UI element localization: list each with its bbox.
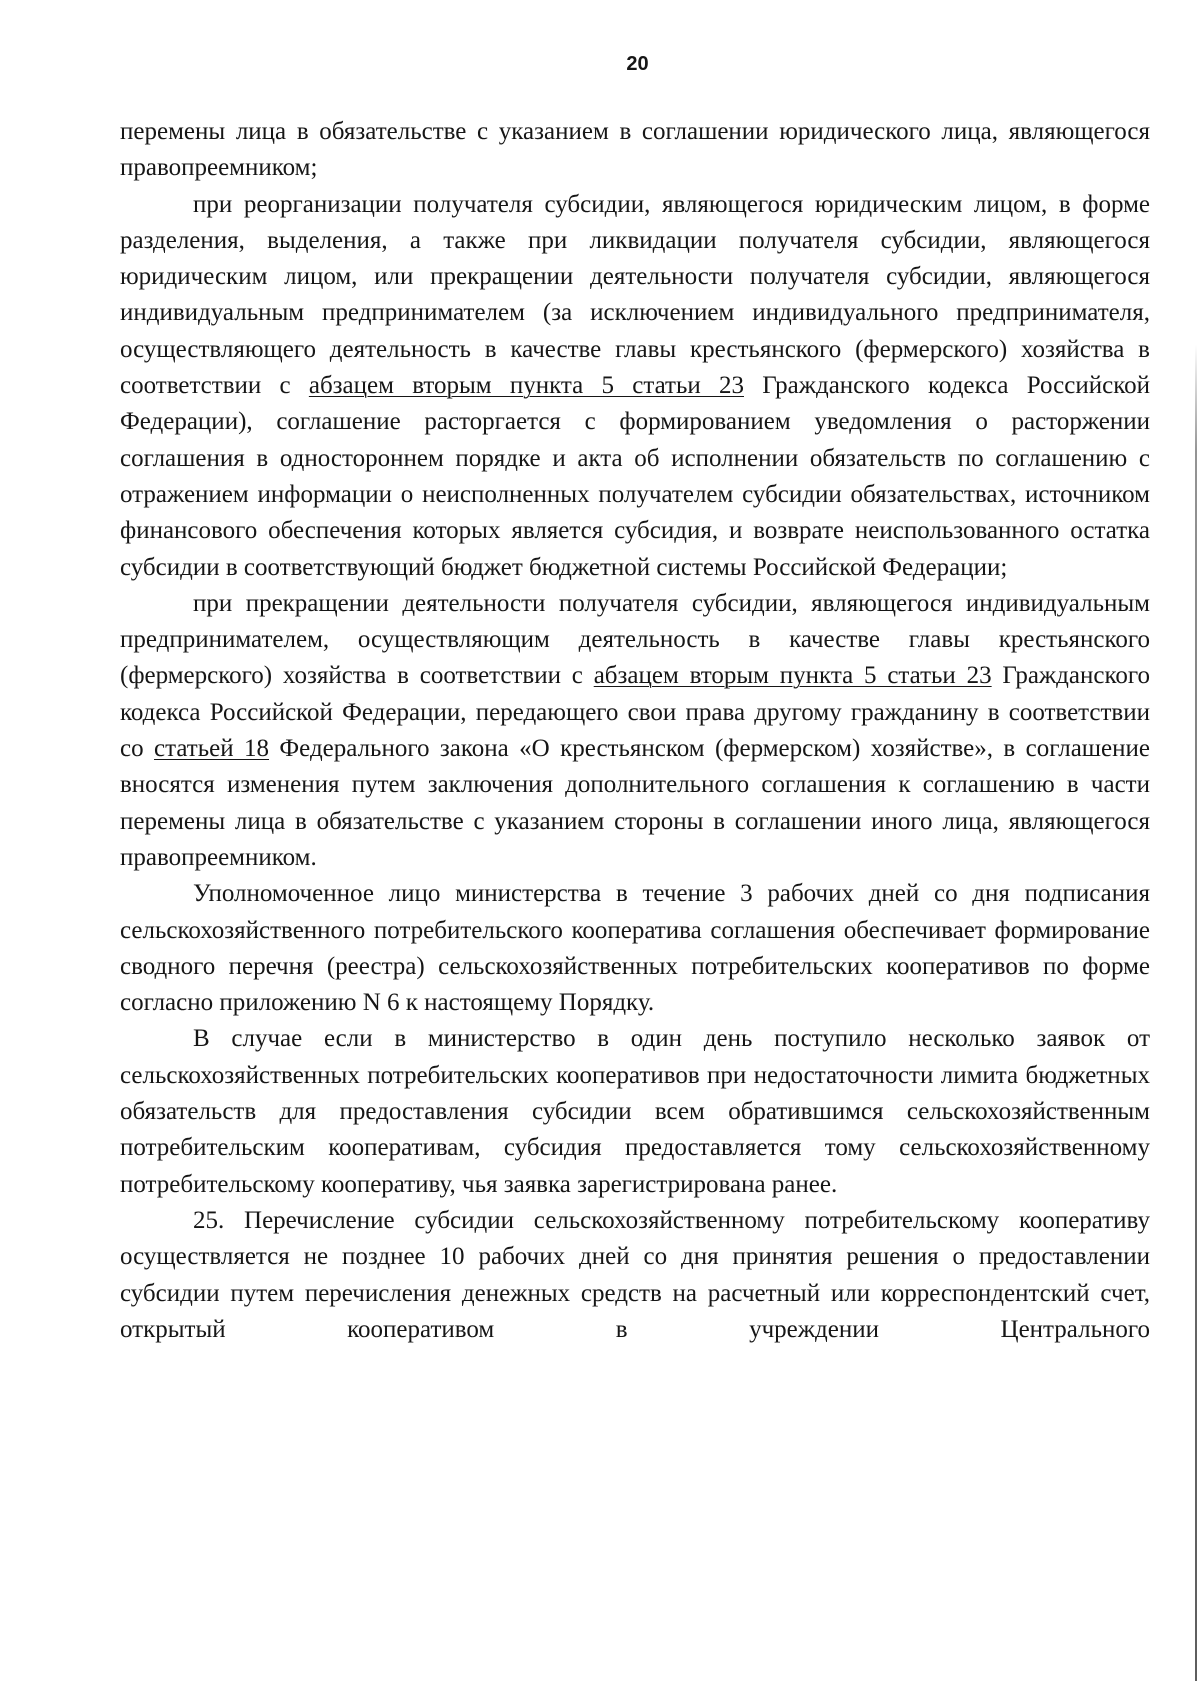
paragraph-text: Федерального закона «О крестьянском (фермерском) хозяйстве», в соглашение вносятся изменения путем заключения дополнительного соглашения к соглашению в части перемены лица в обязательстве с указанием стороны в соглашении иного лица, являющегося правопреемником. — [120, 735, 1150, 871]
document-body — [120, 114, 1150, 1348]
civil-code-reference-link[interactable]: абзацем вторым пункта 5 статьи 23 — [308, 372, 744, 400]
page-number: 20 — [626, 53, 649, 75]
paragraph-text: перемены лица в обязательстве с указанием в соглашении юридического лица, являющегося правопреемником; — [120, 118, 1150, 182]
paragraph-continuation — [120, 114, 1150, 187]
paragraph-text: Гражданского кодекса Российской Федерации, передающего свои права другому гражданину в соответствии со — [120, 662, 1150, 763]
federal-law-article-link[interactable]: статьей 18 — [154, 735, 270, 763]
paragraph-text: 25. Перечисление субсидии сельскохозяйственному потребительскому кооперативу осуществляется не позднее 10 рабочих дней со дня принятия решения о предоставлении субсидии путем перечисления денежных средств на расчетный или корреспондентский счет, открытый кооперативом в учреждении Центрального — [120, 1206, 1150, 1343]
scan-edge-line — [1195, 345, 1197, 1681]
paragraph-text: при прекращении деятельности получателя субсидии, являющегося индивидуальным предпринимателем, осуществляющим деятельность в качестве главы крестьянского (фермерского) хозяйства в соответствии с — [120, 589, 1150, 690]
paragraph-text: при реорганизации получателя субсидии, являющегося юридическим лицом, в форме разделения, выделения, а также при ликвидации получателя субсидии, являющегося юридическим лицом, или прекращении деятельности получателя субсидии, являющегося индивидуальным предпринимателем (за исключением индивидуального предпринимателя, осуществляющего деятельность в качестве главы крестьянского (фермерского) хозяйства в соответствии с — [120, 190, 1150, 400]
paragraph-text: Гражданского кодекса Российской Федерации), соглашение расторгается с формированием уведомления о расторжении соглашения в одностороннем порядке и акта об исполнении обязательств по соглашению с отражением информации о неисполненных получателем субсидии обязательствах, источником финансового обеспечения которых является субсидия, и возврате неиспользованного остатка субсидии в соответствующий бюджет бюджетной системы Российской Федерации; — [120, 372, 1150, 581]
paragraph-registry — [120, 876, 1150, 1021]
paragraph-text: В случае если в министерство в один день поступило несколько заявок от сельскохозяйственных потребительских кооперативов при недостаточности лимита бюджетных обязательств для предоставления субсидии всем обратившимся сельскохозяйственным потребительским кооперативам, субсидия предоставляется тому сельскохозяйственному потребительскому кооперативу, чья заявка зарегистрирована ранее. — [120, 1025, 1150, 1198]
paragraph-farm-termination — [120, 586, 1150, 876]
civil-code-reference-link[interactable]: абзацем вторым пункта 5 статьи 23 — [593, 662, 992, 690]
paragraph-item-25 — [120, 1203, 1150, 1348]
paragraph-text: Уполномоченное лицо министерства в течение 3 рабочих дней со дня подписания сельскохозяйственного потребительского кооператива соглашения обеспечивает формирование сводного перечня (реестра) сельскохозяйственных потребительских кооперативов по форме согласно приложению N 6 к настоящему Порядку. — [120, 880, 1150, 1017]
paragraph-reorganization — [120, 187, 1150, 586]
paragraph-multiple-applications — [120, 1021, 1150, 1202]
